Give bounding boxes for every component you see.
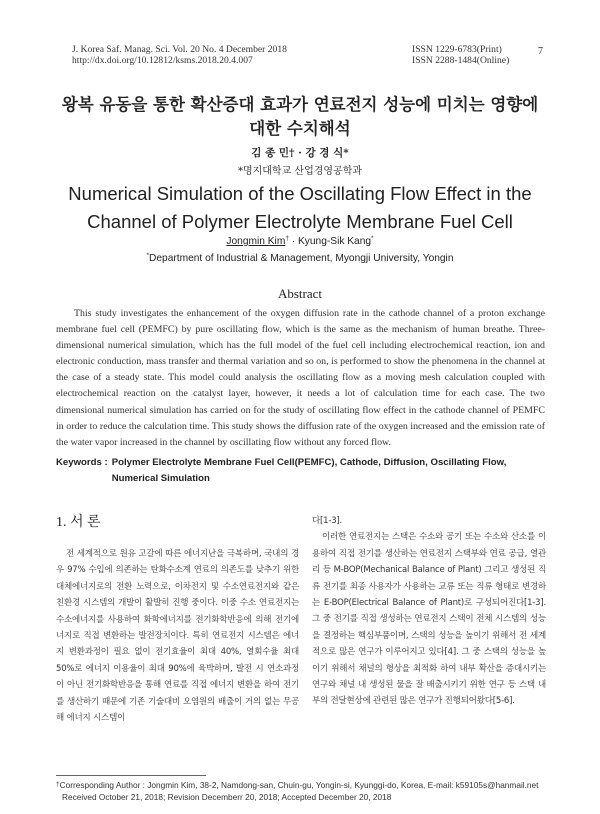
- abstract-body: This study investigates the enhancement of the oxygen diffusion rate in the cathode channel of a proton exchange membrane fuel cell (PEMFC) by pure oscillating flow, which is the same as the mechanism of human breathe. Three-dimensional numerical simulation, which has the full model of the fuel cell including electrochemical reaction, ion and electronic conduction, mass transfer and thermal variation and so on, is performed to show the phenomena in the channel at the case of a steady state. This model could analysis the oscillating flow as a moving mesh calculation coupled with electrochemical reaction on the catalyst layer, however, it needs a lot of calculation time for each case. The two dimensional numerical simulation has carried on for the study of oscillating flow effect in the cathode channel of PEMFC in order to reduce the calculation time. This study shows the diffusion rate of the oxygen increased and the emission rate of the water vapor increased in the channel by oscillating flow without any forced flow.: [56, 308, 545, 448]
- author-name-kang: · Kyung-Sik Kang: [288, 236, 372, 247]
- received-dates: Received October 21, 2018; Revision Decemberr 20, 2018; Accepted December 20, 2018: [62, 791, 392, 802]
- corresponding-author-note: Corresponding Author : Jongmin Kim, 38-2, Namdong-san, Chuin-gu, Yongin-si, Kyunggi-do, Korea, E-mail: k59105s@hanmail.net: [59, 780, 539, 790]
- keywords-label: Keywords :: [56, 457, 108, 468]
- issn-print: ISSN 1229-6783(Print): [412, 44, 502, 55]
- korean-title-line1: 왕복 유동을 통한 확산증대 효과가 연료전지 성능에 미치는 영향에: [61, 95, 539, 114]
- english-title-line1: Numerical Simulation of the Oscillating Flow Effect in the: [68, 183, 532, 204]
- intro-right-column: [312, 513, 546, 710]
- author-name-kim: Jongmin Kim: [226, 236, 286, 247]
- keywords: [56, 455, 545, 487]
- english-affiliation: [0, 253, 600, 264]
- section-heading-introduction: 1. 서 론: [56, 515, 101, 530]
- journal-citation: J. Korea Saf. Manag. Sci. Vol. 20 No. 4 December 2018: [72, 44, 287, 55]
- footnote: [56, 780, 556, 804]
- korean-affiliation: *명지대학교 산업경영공학과: [237, 166, 363, 177]
- korean-title-line2: 대한 수치해석: [249, 119, 351, 138]
- korean-title: [0, 93, 600, 141]
- affiliation-mark: *: [371, 235, 374, 242]
- affiliation-text: Department of Industrial & Management, Myongji University, Yongin: [149, 253, 454, 264]
- keywords-text: Polymer Electrolyte Membrane Fuel Cell(PEMFC), Cathode, Diffusion, Oscillating Flow, Numerical Simulation: [111, 457, 507, 484]
- korean-authors: 김 종 민† · 강 경 식*: [251, 147, 349, 159]
- footnote-divider: [56, 775, 206, 776]
- english-title: [0, 180, 600, 236]
- page-number: 7: [538, 46, 543, 57]
- corresponding-mark: †: [285, 235, 289, 242]
- intro-paragraph-2: 이러한 연료전지는 스택은 수소와 공기 또는 수소와 산소를 이용하여 직접 전기를 생산하는 연료전지 스택부와 연료 공급, 열관리 등 M-BOP(Mechanical Balance of Plant) 그리고 생성된 직류 전기를 최종 사용자가 사용하는 교류 또는 직류 형태로 변경하는 E-BOP(Electrical Balance of Plant)로 구성되어진다[1-3]. 그 중 전기를 직접 생성하는 연료전지 스택이 전체 시스템의 성능을 결정하는 핵심부품이며, 스택의 성능을 높이기 위해서 전 세계적으로 많은 연구가 이루어지고 있다[4]. 그 중 스택의 성능을 높이기 위해서 채널의 형상을 최적화 하여 내부 확산을 증대시키는 연구와 채널 내 생성된 물을 잘 배출시키기 위한 연구 등 스택 내부의 전달현상에 관련된 많은 연구가 진행되어왔다[5-6].: [312, 532, 546, 707]
- journal-header: [72, 44, 287, 67]
- abstract-heading: Abstract: [277, 286, 323, 301]
- issn-online: ISSN 2288-1484(Online): [412, 55, 510, 67]
- footnote-mark: †: [56, 781, 60, 788]
- issn-block: [412, 44, 509, 67]
- doi-link[interactable]: http://dx.doi.org/10.12812/ksms.2018.20.4.007: [72, 55, 253, 67]
- english-title-line2: Channel of Polymer Electrolyte Membrane Fuel Cell: [87, 211, 513, 232]
- affiliation-mark: *: [146, 252, 150, 259]
- intro-continuation: 다[1-3].: [312, 516, 343, 526]
- english-authors: [0, 236, 600, 247]
- intro-left-column: 전 세계적으로 원유 고갈에 따른 에너지난을 극복하며, 국내의 경우 97% 수입에 의존하는 탄화수소계 연료의 의존도를 낮추기 위한 대체에너지로의 전환 노력으로, 이차전지 및 수소연료전지와 같은 친환경 시스템의 개발이 활발히 진행 중이다. 이중 수소 연료전지는 수소에너지를 사용하여 화학에너지를 전기화학반응에 의해 전기에너지로 직접 변환하는 발전장치이다. 특히 연료전지 시스템은 에너지 변환과정이 필요 없이 전기효율이 최대 40%, 열회수율 최대 50%로 에너지 이용율이 최대 90%에 육박하며, 발전 시 연소과정이 아닌 전기화학반응을 통해 연료를 직접 에너지 변환을 하여 전기를 생산하기 때문에 기존 기술대비 오염원의 배출이 거의 없는 무공해 에너지 시스템이: [56, 549, 299, 724]
